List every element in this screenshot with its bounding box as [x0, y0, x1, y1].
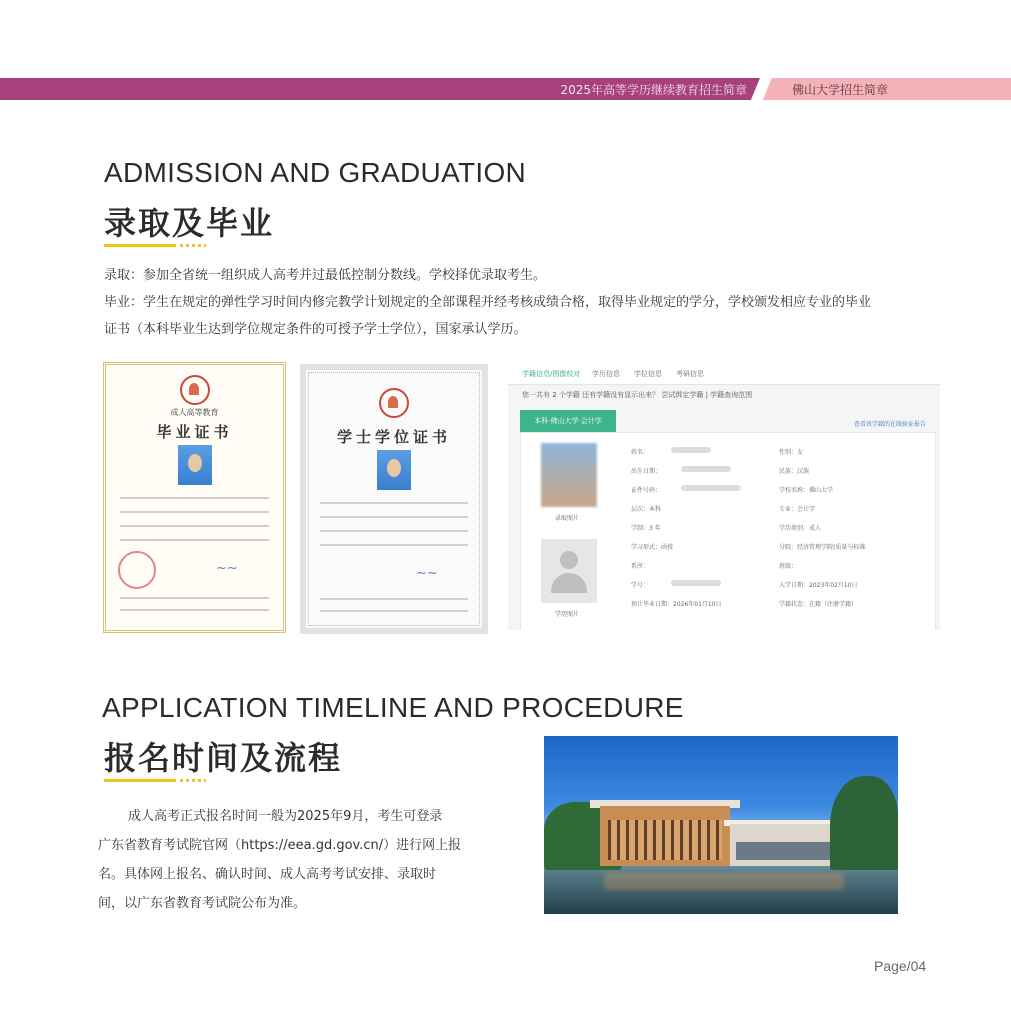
university-brochure-label: 佛山大学招生简章 — [792, 83, 889, 97]
field-right: 班级： — [779, 563, 798, 570]
section2-cn-title: 报名时间及流程 — [104, 739, 343, 777]
campus-building-photo — [544, 736, 898, 914]
field-right: 民族：汉族 — [779, 468, 810, 475]
field-right: 分院：经济管理学院(质量与标准 — [779, 544, 866, 551]
portal-tab-education: 学历信息 — [592, 370, 620, 378]
university-seal-icon — [180, 375, 210, 405]
portal-tabs — [508, 362, 940, 385]
portal-tab-degree: 学位信息 — [634, 370, 662, 378]
field-right: 学籍状态：在籍（注册学籍） — [779, 601, 858, 608]
graduation-text: 毕业：学生在规定的弹性学习时间内修完教学计划规定的全部课程并经考核成绩合格，取得毕业规定的学分，学校颁发相应专业的毕业 — [104, 295, 872, 310]
university-seal-icon — [379, 388, 409, 418]
portal-tab-status: 学籍信息/图像校对 — [522, 370, 581, 378]
portal-status-tab: 本科·佛山大学·会计学 — [520, 410, 616, 432]
education-photo-caption: 学历照片 — [555, 611, 580, 618]
redacted-value — [681, 485, 741, 491]
section1-cn-title: 录取及毕业 — [104, 204, 275, 242]
field-left: 证件号码： — [631, 487, 662, 494]
cert2-title: 学士学位证书 — [336, 428, 451, 446]
field-right: 入学日期：2023年02月10日 — [779, 582, 858, 589]
redacted-value — [671, 447, 711, 453]
field-left: 层次：本科 — [631, 506, 662, 513]
cert1-stamp-icon — [118, 551, 156, 589]
cert2-photo — [377, 450, 411, 490]
section2-underline — [104, 779, 176, 782]
graduation-certificate-image — [103, 362, 286, 633]
cert2-text-line — [320, 544, 468, 546]
field-left: 学习形式：函授 — [631, 544, 674, 551]
portal-info-line: 您一共有 2 个学籍 还有学籍没有显示出来？ 尝试绑定学籍 | 学籍查询范围 — [522, 391, 753, 399]
section2-underline-dots — [180, 779, 206, 782]
portal-verify-link: 查看该学籍的在线验证报告 — [853, 421, 926, 428]
cert1-text-line — [120, 609, 269, 611]
section1-underline — [104, 244, 176, 247]
admission-text: 录取：参加全省统一组织成人高考并过最低控制分数线。学校择优录取考生。 — [104, 268, 547, 283]
section1-underline-dots — [180, 244, 206, 247]
cert2-text-line — [320, 502, 468, 504]
tree-shape — [830, 776, 898, 876]
field-left: 学号： — [631, 582, 650, 589]
cert1-text-line — [120, 497, 269, 499]
field-right: 性别：女 — [779, 449, 804, 456]
field-left: 出生日期： — [631, 468, 662, 475]
building-main — [600, 806, 730, 866]
redacted-value — [671, 580, 721, 586]
admission-photo — [541, 443, 597, 507]
cert2-text-line — [320, 516, 468, 518]
cert2-text-line — [320, 530, 468, 532]
cert1-text-line — [120, 525, 269, 527]
field-left: 预计毕业日期：2026年01月10日 — [631, 601, 722, 608]
field-right: 学历类别：成人 — [779, 525, 822, 532]
degree-certificate-image — [300, 364, 488, 634]
brochure-title: 2025年高等学历继续教育招生简章 — [560, 83, 747, 97]
cert1-title: 毕业证书 — [156, 423, 233, 441]
cert1-text-line — [120, 511, 269, 513]
section2-en-title: APPLICATION TIMELINE AND PROCEDURE — [102, 692, 684, 723]
cert1-photo — [178, 445, 212, 485]
header-banner — [0, 78, 1011, 100]
cert1-subtitle: 成人高等教育 — [170, 408, 219, 417]
timeline-text-3: 名。具体网上报名、确认时间、成人高考考试安排、录取时 — [98, 867, 437, 882]
redacted-value — [681, 466, 731, 472]
portal-info-card — [520, 432, 936, 630]
graduation-text-cont: 证书（本科毕业生达到学位规定条件的可授予学士学位），国家承认学历。 — [104, 322, 527, 337]
cert2-signature-icon: ~~ — [416, 566, 438, 581]
cert1-signature-icon: ~~ — [216, 561, 238, 576]
field-left: 姓名： — [631, 449, 650, 456]
field-right: 专业：会计学 — [779, 506, 816, 513]
cert2-text-line — [320, 610, 468, 612]
lake-reflection — [604, 872, 844, 890]
field-left: 系所： — [631, 563, 650, 570]
student-status-portal-screenshot — [508, 362, 940, 630]
section1-en-title: ADMISSION AND GRADUATION — [104, 157, 527, 188]
cert1-text-line — [120, 539, 269, 541]
timeline-text-1: 成人高考正式报名时间一般为2025年9月，考生可登录 — [128, 809, 443, 824]
timeline-text-4: 间，以广东省教育考试院公布为准。 — [98, 896, 307, 911]
cert1-text-line — [120, 597, 269, 599]
field-right: 学校名称：佛山大学 — [779, 487, 834, 494]
timeline-text-2: 广东省教育考试院官网（https://eea.gd.gov.cn/）进行网上报 — [98, 838, 462, 853]
admission-photo-caption: 录取照片 — [555, 515, 580, 522]
page-number: Page/04 — [874, 958, 927, 974]
cert2-text-line — [320, 598, 468, 600]
education-photo-placeholder-icon — [541, 539, 597, 603]
portal-tab-postgrad: 考研信息 — [676, 370, 704, 378]
field-left: 学制：3 年 — [631, 525, 661, 532]
